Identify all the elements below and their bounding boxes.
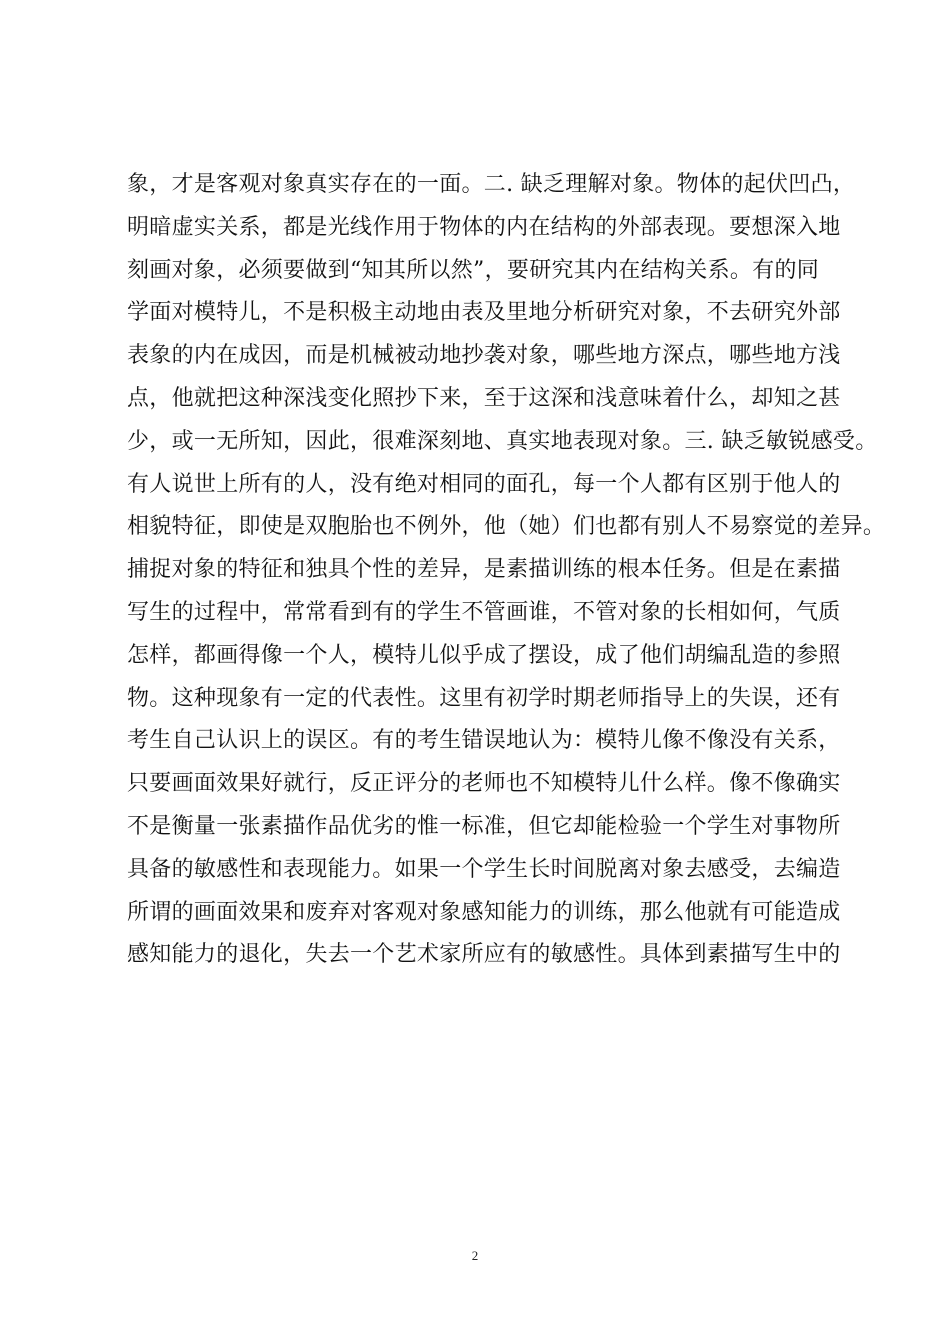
text-line: 只要画面效果好就行，反正评分的老师也不知模特儿什么样。像不像确实 — [127, 771, 841, 797]
text-line: 考生自己认识上的误区。有的考生错误地认为：模特儿像不像没有关系， — [127, 728, 841, 754]
text-line: 捕捉对象的特征和独具个性的差异，是素描训练的根本任务。但是在素描 — [127, 557, 841, 583]
body-text — [127, 164, 886, 977]
page-number: 2 — [471, 1248, 479, 1263]
text-line: 感知能力的退化，失去一个艺术家所应有的敏感性。具体到素描写生中的 — [127, 942, 841, 968]
text-line: 怎样，都画得像一个人，模特儿似乎成了摆设，成了他们胡编乱造的参照 — [127, 642, 841, 668]
text-line: 学面对模特儿，不是积极主动地由表及里地分析研究对象，不去研究外部 — [127, 300, 841, 326]
text-line: 刻画对象，必须要做到“知其所以然”，要研究其内在结构关系。有的同 — [127, 257, 820, 283]
text-line: 具备的敏感性和表现能力。如果一个学生长时间脱离对象去感受，去编造 — [127, 856, 841, 882]
text-line: 象，才是客观对象真实存在的一面。二. 缺乏理解对象。物体的起伏凹凸， — [127, 172, 856, 197]
text-line: 表象的内在成因，而是机械被动地抄袭对象，哪些地方深点，哪些地方浅 — [127, 343, 841, 369]
text-line: 所谓的画面效果和废弃对客观对象感知能力的训练，那么他就有可能造成 — [127, 899, 841, 925]
text-line: 有人说世上所有的人，没有绝对相同的面孔，每一个人都有区别于他人的 — [127, 471, 841, 497]
text-line: 点，他就把这种深浅变化照抄下来，至于这深和浅意味着什么，却知之甚 — [127, 385, 841, 411]
text-line: 明暗虚实关系，都是光线作用于物体的内在结构的外部表现。要想深入地 — [127, 214, 841, 240]
text-line: 少，或一无所知，因此，很难深刻地、真实地表现对象。三. 缺乏敏锐感受。 — [127, 428, 878, 454]
text-line: 物。这种现象有一定的代表性。这里有初学时期老师指导上的失误，还有 — [127, 685, 841, 711]
text-line: 不是衡量一张素描作品优劣的惟一标准，但它却能检验一个学生对事物所 — [127, 813, 841, 839]
text-line: 相貌特征，即使是双胞胎也不例外，他（她）们也都有别人不易察觉的差异。 — [127, 514, 886, 540]
text-line: 写生的过程中，常常看到有的学生不管画谁，不管对象的长相如何，气质 — [127, 599, 841, 625]
